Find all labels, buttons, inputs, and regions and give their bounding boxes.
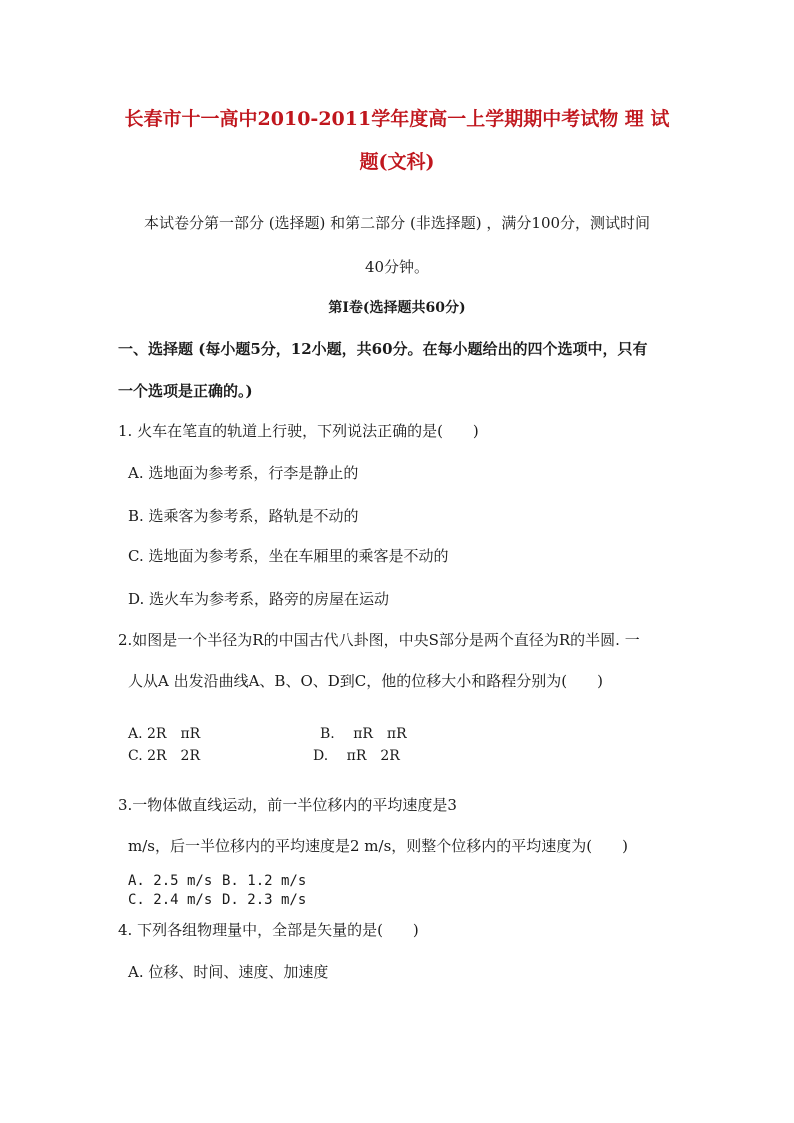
question-1-stem: 1. 火车在笔直的轨道上行驶，下列说法正确的是( ) xyxy=(118,422,479,440)
question-2-stem-line-2: 人从A 出发沿曲线A、B、O、D到C，他的位移大小和路程分别为( ) xyxy=(128,672,603,690)
question-3-stem-line-1: 3.一物体做直线运动，前一半位移内的平均速度是3 xyxy=(118,796,457,814)
question-4-option-a: A. 位移、时间、速度、加速度 xyxy=(128,963,329,981)
intro-line-2: 40分钟。 xyxy=(364,258,430,276)
question-3-option-c: C. 2.4 m/s xyxy=(128,892,213,908)
question-1-option-c: C. 选地面为参考系，坐在车厢里的乘客是不动的 xyxy=(128,547,449,565)
part-heading: 第Ⅰ卷(选择题共60分) xyxy=(328,300,466,316)
question-4-stem: 4. 下列各组物理量中，全部是矢量的是( ) xyxy=(118,921,419,939)
question-2-option-c: C. 2R 2R xyxy=(128,748,201,764)
intro-line-1: 本试卷分第一部分 (选择题) 和第二部分 (非选择题) ，满分100分，测试时间 xyxy=(143,214,651,232)
document-title-line-1: 长春市十一高中2010-2011学年度高一上学期期中考试物 理 试 xyxy=(124,108,670,130)
question-3-option-a: A. 2.5 m/s xyxy=(128,873,213,889)
document-title-line-2: 题(文科) xyxy=(359,151,435,173)
question-1-option-b: B. 选乘客为参考系，路轨是不动的 xyxy=(128,507,359,525)
question-3-stem-line-2: m/s，后一半位移内的平均速度是2 m/s，则整个位移内的平均速度为( ) xyxy=(128,837,628,855)
question-1-option-a: A. 选地面为参考系，行李是静止的 xyxy=(128,464,359,482)
question-3-option-b: B. 1.2 m/s xyxy=(222,873,307,889)
question-1-option-d: D. 选火车为参考系，路旁的房屋在运动 xyxy=(128,590,390,608)
question-2-option-d: D. πR 2R xyxy=(313,748,400,764)
question-3-option-d: D. 2.3 m/s xyxy=(222,892,307,908)
question-2-stem-line-1: 2.如图是一个半径为R的中国古代八卦图，中央S部分是两个直径为R的半圆. 一 xyxy=(118,631,640,649)
question-2-option-a: A. 2R πR xyxy=(128,726,201,742)
question-2-option-b: B. πR πR xyxy=(320,726,407,742)
section-heading-line-1: 一、选择题 (每小题5分，12小题，共60分。在每小题给出的四个选项中，只有 xyxy=(118,340,648,358)
section-heading-line-2: 一个选项是正确的。) xyxy=(118,382,253,400)
